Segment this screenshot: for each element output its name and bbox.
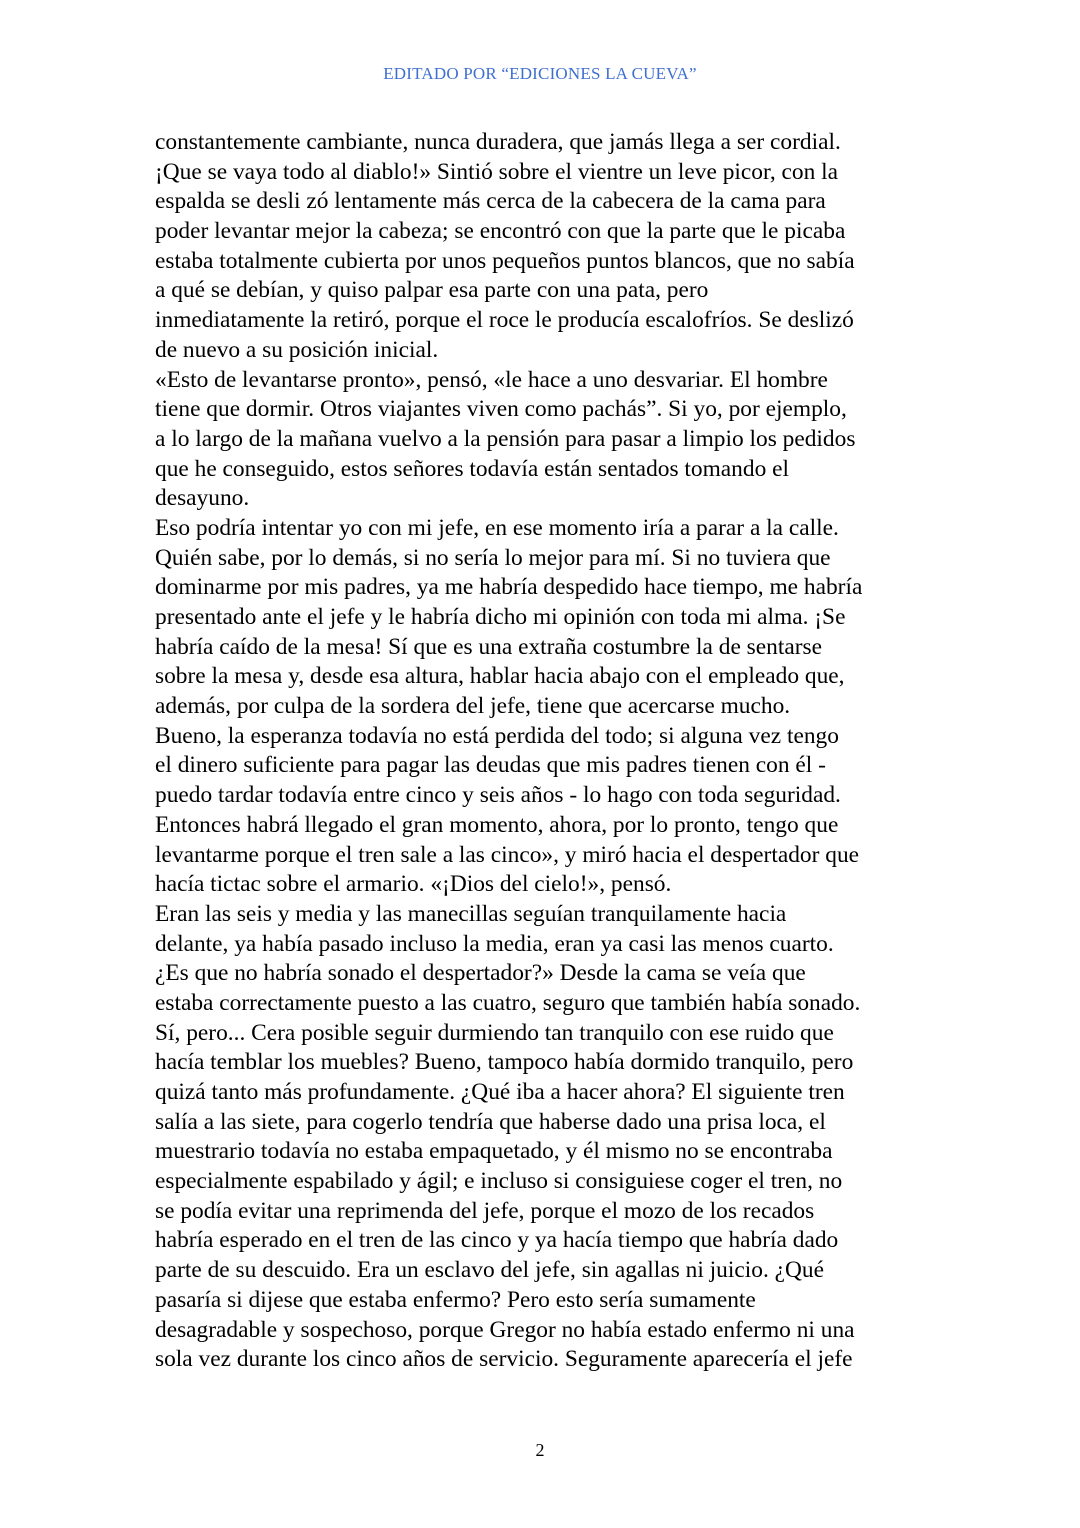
- text-line: estaba correctamente puesto a las cuatro, seguro que también había sonado.: [155, 989, 861, 1016]
- body-text: [155, 128, 945, 1375]
- text-line: sobre la mesa y, desde esa altura, hablar hacia abajo con el empleado que,: [155, 663, 845, 690]
- text-line: además, por culpa de la sordera del jefe, tiene que acercarse mucho.: [155, 693, 791, 720]
- text-line: «Esto de levantarse pronto», pensó, «le hace a uno desvariar. El hombre: [155, 366, 828, 393]
- text-line: habría caído de la mesa! Sí que es una extraña costumbre la de sentarse: [155, 633, 823, 660]
- page-number: 2: [535, 1440, 545, 1460]
- text-line: Quién sabe, por lo demás, si no sería lo mejor para mí. Si no tuviera que: [155, 544, 831, 571]
- text-line: a qué se debían, y quiso palpar esa parte con una pata, pero: [155, 277, 709, 304]
- text-line: desayuno.: [155, 485, 250, 512]
- text-line: el dinero suficiente para pagar las deudas que mis padres tienen con él -: [155, 752, 826, 779]
- text-line: salía a las siete, para cogerlo tendría que haberse dado una prisa loca, el: [155, 1108, 826, 1135]
- text-line: Sí, pero... Cera posible seguir durmiendo tan tranquilo con ese ruido que: [155, 1019, 834, 1046]
- text-line: Bueno, la esperanza todavía no está perdida del todo; si alguna vez tengo: [155, 722, 839, 749]
- text-line: tiene que dormir. Otros viajantes viven como pachás”. Si yo, por ejemplo,: [155, 396, 847, 423]
- text-line: hacía temblar los muebles? Bueno, tampoco había dormido tranquilo, pero: [155, 1049, 854, 1076]
- text-line: de nuevo a su posición inicial.: [155, 336, 439, 363]
- text-line: habría esperado en el tren de las cinco y ya hacía tiempo que habría dado: [155, 1227, 839, 1254]
- text-line: sola vez durante los cinco años de servicio. Seguramente aparecería el jefe: [155, 1346, 853, 1373]
- text-line: espalda se desli zó lentamente más cerca de la cabecera de la cama para: [155, 188, 826, 215]
- text-line: poder levantar mejor la cabeza; se encontró con que la parte que le picaba: [155, 218, 846, 245]
- text-line: hacía tictac sobre el armario. «¡Dios del cielo!», pensó.: [155, 871, 672, 898]
- text-line: delante, ya había pasado incluso la media, eran ya casi las menos cuarto.: [155, 930, 834, 957]
- text-line: inmediatamente la retiró, porque el roce le producía escalofríos. Se deslizó: [155, 307, 854, 334]
- text-line: levantarme porque el tren sale a las cinco», y miró hacia el despertador que: [155, 841, 860, 868]
- text-line: se podía evitar una reprimenda del jefe, porque el mozo de los recados: [155, 1197, 815, 1224]
- text-line: dominarme por mis padres, ya me habría despedido hace tiempo, me habría: [155, 574, 863, 601]
- text-line: quizá tanto más profundamente. ¿Qué iba a hacer ahora? El siguiente tren: [155, 1079, 845, 1105]
- text-line: puedo tardar todavía entre cinco y seis años - lo hago con toda seguridad.: [155, 782, 841, 809]
- text-line: Eran las seis y media y las manecillas seguían tranquilamente hacia: [155, 900, 787, 927]
- text-line: presentado ante el jefe y le habría dicho mi opinión con toda mi alma. ¡Se: [155, 604, 846, 630]
- text-line: ¡Que se vaya todo al diablo!» Sintió sobre el vientre un leve picor, con la: [155, 158, 839, 185]
- text-line: desagradable y sospechoso, porque Gregor no había estado enfermo ni una: [155, 1316, 855, 1343]
- text-line: ¿Es que no habría sonado el despertador?» Desde la cama se veía que: [155, 960, 806, 987]
- page-header: EDITADO POR “EDICIONES LA CUEVA”: [383, 64, 697, 83]
- text-line: estaba totalmente cubierta por unos pequeños puntos blancos, que no sabía: [155, 247, 855, 274]
- text-line: a lo largo de la mañana vuelvo a la pensión para pasar a limpio los pedidos: [155, 425, 856, 452]
- text-line: constantemente cambiante, nunca duradera, que jamás llega a ser cordial.: [155, 129, 841, 155]
- text-line: que he conseguido, estos señores todavía están sentados tomando el: [155, 455, 789, 482]
- text-line: pasaría si dijese que estaba enfermo? Pero esto sería sumamente: [155, 1286, 756, 1313]
- text-line: Eso podría intentar yo con mi jefe, en ese momento iría a parar a la calle.: [155, 514, 839, 541]
- text-line: parte de su descuido. Era un esclavo del jefe, sin agallas ni juicio. ¿Qué: [155, 1257, 824, 1284]
- text-line: Entonces habrá llegado el gran momento, ahora, por lo pronto, tengo que: [155, 811, 839, 838]
- text-line: especialmente espabilado y ágil; e incluso si consiguiese coger el tren, no: [155, 1168, 843, 1195]
- text-line: muestrario todavía no estaba empaquetado, y él mismo no se encontraba: [155, 1138, 833, 1165]
